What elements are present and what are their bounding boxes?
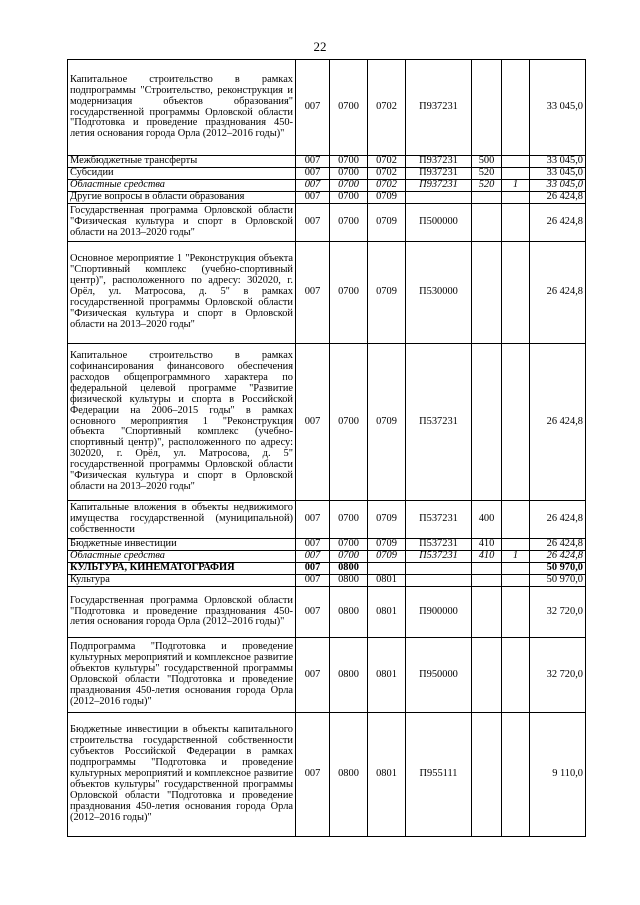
cell-subsection-code: 0709 — [368, 192, 406, 204]
cell-description: Областные средства — [68, 551, 296, 563]
cell-funding-source: 1 — [502, 180, 530, 192]
cell-expense-type: 520 — [472, 168, 502, 180]
cell-subsection-code: 0702 — [368, 180, 406, 192]
cell-section-code: 0700 — [330, 551, 368, 563]
cell-description: Областные средства — [68, 180, 296, 192]
cell-subsection-code: 0801 — [368, 575, 406, 587]
cell-subsection-code: 0702 — [368, 156, 406, 168]
cell-funding-source: 1 — [502, 551, 530, 563]
cell-amount: 26 424,8 — [530, 501, 586, 539]
cell-description: Бюджетные инвестиции — [68, 539, 296, 551]
cell-amount: 50 970,0 — [530, 575, 586, 587]
cell-section-code: 0800 — [330, 713, 368, 837]
table-row — [68, 180, 586, 192]
cell-description: Бюджетные инвестиции в объекты капитального строительства государственной собственности субъектов Российской Федерации в рамках подпрограммы "Подготовка и проведение культурных мероприятий и комплексное развитие объектов культуры" государственной программы Орловской области "Подготовка и проведение празднования 450-летия основания города Орла (2012–2016 годы)" — [68, 713, 296, 837]
table-row — [68, 242, 586, 344]
cell-expense-type — [472, 60, 502, 156]
cell-description: Капитальное строительство в рамках софинансирования финансового обеспечения расходов общепрограммного характера по федеральной целевой программе "Развитие физической культуры и спорта в Российской Федерации на 2006–2015 годы" в рамках основного мероприятия 1 "Реконструкция объекта "Спортивный комплекс (учебно-спортивный центр)", расположенного по адресу: 302020, г. Орёл, ул. Матросова, д. 5" государственной программы Орловской области "Физическая культура и спорт в Орловской области на 2013–2020 годы" — [68, 344, 296, 501]
cell-target-article — [406, 192, 472, 204]
cell-expense-type: 400 — [472, 501, 502, 539]
cell-department-code: 007 — [296, 563, 330, 575]
cell-description: Межбюджетные трансферты — [68, 156, 296, 168]
cell-amount: 26 424,8 — [530, 204, 586, 242]
cell-target-article: П537231 — [406, 344, 472, 501]
cell-funding-source — [502, 168, 530, 180]
cell-target-article: П900000 — [406, 587, 472, 638]
cell-description: Капитальное строительство в рамках подпрограммы "Строительство, реконструкция и модернизация объектов образования" государственной программы Орловской области "Подготовка и проведение празднования 450-летия основания города Орла (2012–2016 годы)" — [68, 60, 296, 156]
cell-target-article: П937231 — [406, 60, 472, 156]
cell-funding-source — [502, 60, 530, 156]
cell-section-code: 0700 — [330, 156, 368, 168]
table-row — [68, 501, 586, 539]
cell-department-code: 007 — [296, 192, 330, 204]
budget-table-body — [68, 60, 586, 837]
cell-department-code: 007 — [296, 156, 330, 168]
cell-amount: 32 720,0 — [530, 638, 586, 713]
cell-subsection-code: 0801 — [368, 587, 406, 638]
cell-department-code: 007 — [296, 575, 330, 587]
cell-section-code: 0700 — [330, 204, 368, 242]
cell-amount: 32 720,0 — [530, 587, 586, 638]
cell-amount: 26 424,8 — [530, 539, 586, 551]
cell-department-code: 007 — [296, 204, 330, 242]
table-row — [68, 168, 586, 180]
cell-department-code: 007 — [296, 587, 330, 638]
cell-description: Капитальные вложения в объекты недвижимого имущества государственной (муниципальной) собственности — [68, 501, 296, 539]
cell-target-article: П950000 — [406, 638, 472, 713]
cell-target-article: П937231 — [406, 180, 472, 192]
cell-expense-type — [472, 192, 502, 204]
cell-department-code: 007 — [296, 180, 330, 192]
cell-target-article: П530000 — [406, 242, 472, 344]
cell-funding-source — [502, 575, 530, 587]
cell-department-code: 007 — [296, 60, 330, 156]
cell-funding-source — [502, 713, 530, 837]
cell-expense-type — [472, 204, 502, 242]
cell-target-article — [406, 575, 472, 587]
cell-subsection-code: 0801 — [368, 638, 406, 713]
cell-funding-source — [502, 587, 530, 638]
table-row — [68, 575, 586, 587]
cell-description: Подпрограмма "Подготовка и проведение культурных мероприятий и комплексное развитие объектов культуры" государственной программы Орловской области "Подготовка и проведение празднования 450-летия основания города Орла (2012–2016 годы)" — [68, 638, 296, 713]
cell-subsection-code: 0709 — [368, 242, 406, 344]
cell-expense-type — [472, 587, 502, 638]
cell-description: Субсидии — [68, 168, 296, 180]
cell-subsection-code: 0709 — [368, 204, 406, 242]
cell-subsection-code: 0801 — [368, 713, 406, 837]
cell-target-article — [406, 563, 472, 575]
cell-description: КУЛЬТУРА, КИНЕМАТОГРАФИЯ — [68, 563, 296, 575]
cell-funding-source — [502, 539, 530, 551]
cell-section-code: 0700 — [330, 501, 368, 539]
cell-funding-source — [502, 563, 530, 575]
cell-target-article: П537231 — [406, 539, 472, 551]
cell-funding-source — [502, 638, 530, 713]
cell-section-code: 0800 — [330, 587, 368, 638]
budget-table — [67, 59, 586, 837]
table-row — [68, 563, 586, 575]
cell-description: Основное мероприятие 1 "Реконструкция объекта "Спортивный комплекс (учебно-спортивный центр)", расположенного по адресу: 302020, г. Орёл, ул. Матросова, д. 5" в рамках государственной программы Орловской области "Физическая культура и спорт в Орловской области на 2013–2020 годы" — [68, 242, 296, 344]
cell-target-article: П537231 — [406, 551, 472, 563]
cell-subsection-code: 0709 — [368, 501, 406, 539]
cell-section-code: 0700 — [330, 180, 368, 192]
cell-department-code: 007 — [296, 168, 330, 180]
cell-department-code: 007 — [296, 501, 330, 539]
cell-amount: 26 424,8 — [530, 242, 586, 344]
cell-description: Государственная программа Орловской области "Подготовка и проведение празднования 450-летия основания города Орла (2012–2016 годы)" — [68, 587, 296, 638]
cell-funding-source — [502, 204, 530, 242]
cell-description: Другие вопросы в области образования — [68, 192, 296, 204]
cell-expense-type: 500 — [472, 156, 502, 168]
cell-section-code: 0800 — [330, 575, 368, 587]
cell-expense-type — [472, 242, 502, 344]
cell-amount: 26 424,8 — [530, 344, 586, 501]
cell-amount: 33 045,0 — [530, 180, 586, 192]
cell-amount: 26 424,8 — [530, 192, 586, 204]
cell-expense-type — [472, 713, 502, 837]
cell-section-code: 0700 — [330, 192, 368, 204]
table-row — [68, 587, 586, 638]
cell-section-code: 0700 — [330, 242, 368, 344]
table-row — [68, 539, 586, 551]
cell-target-article: П937231 — [406, 156, 472, 168]
table-row — [68, 638, 586, 713]
cell-section-code: 0700 — [330, 168, 368, 180]
cell-subsection-code: 0709 — [368, 539, 406, 551]
cell-expense-type: 410 — [472, 539, 502, 551]
cell-amount: 33 045,0 — [530, 156, 586, 168]
table-row — [68, 344, 586, 501]
cell-expense-type: 410 — [472, 551, 502, 563]
cell-expense-type — [472, 638, 502, 713]
cell-target-article: П500000 — [406, 204, 472, 242]
cell-section-code: 0800 — [330, 563, 368, 575]
cell-section-code: 0700 — [330, 60, 368, 156]
cell-target-article: П955111 — [406, 713, 472, 837]
cell-subsection-code: 0702 — [368, 168, 406, 180]
cell-expense-type — [472, 344, 502, 501]
cell-target-article: П937231 — [406, 168, 472, 180]
cell-amount: 26 424,8 — [530, 551, 586, 563]
cell-expense-type: 520 — [472, 180, 502, 192]
cell-target-article: П537231 — [406, 501, 472, 539]
cell-subsection-code: 0702 — [368, 60, 406, 156]
cell-funding-source — [502, 192, 530, 204]
cell-amount: 50 970,0 — [530, 563, 586, 575]
cell-department-code: 007 — [296, 638, 330, 713]
cell-department-code: 007 — [296, 713, 330, 837]
table-row — [68, 551, 586, 563]
cell-amount: 33 045,0 — [530, 60, 586, 156]
table-row — [68, 156, 586, 168]
cell-expense-type — [472, 575, 502, 587]
cell-department-code: 007 — [296, 344, 330, 501]
table-row — [68, 204, 586, 242]
cell-funding-source — [502, 501, 530, 539]
cell-section-code: 0700 — [330, 344, 368, 501]
cell-funding-source — [502, 242, 530, 344]
table-row — [68, 713, 586, 837]
cell-subsection-code — [368, 563, 406, 575]
table-row — [68, 60, 586, 156]
cell-amount: 33 045,0 — [530, 168, 586, 180]
table-row — [68, 192, 586, 204]
cell-department-code: 007 — [296, 551, 330, 563]
cell-department-code: 007 — [296, 539, 330, 551]
cell-department-code: 007 — [296, 242, 330, 344]
cell-subsection-code: 0709 — [368, 551, 406, 563]
cell-funding-source — [502, 156, 530, 168]
page-number: 22 — [313, 39, 327, 54]
cell-funding-source — [502, 344, 530, 501]
cell-amount: 9 110,0 — [530, 713, 586, 837]
cell-section-code: 0700 — [330, 539, 368, 551]
cell-description: Культура — [68, 575, 296, 587]
cell-description: Государственная программа Орловской области "Физическая культура и спорт в Орловской области на 2013–2020 годы" — [68, 204, 296, 242]
cell-expense-type — [472, 563, 502, 575]
cell-subsection-code: 0709 — [368, 344, 406, 501]
cell-section-code: 0800 — [330, 638, 368, 713]
